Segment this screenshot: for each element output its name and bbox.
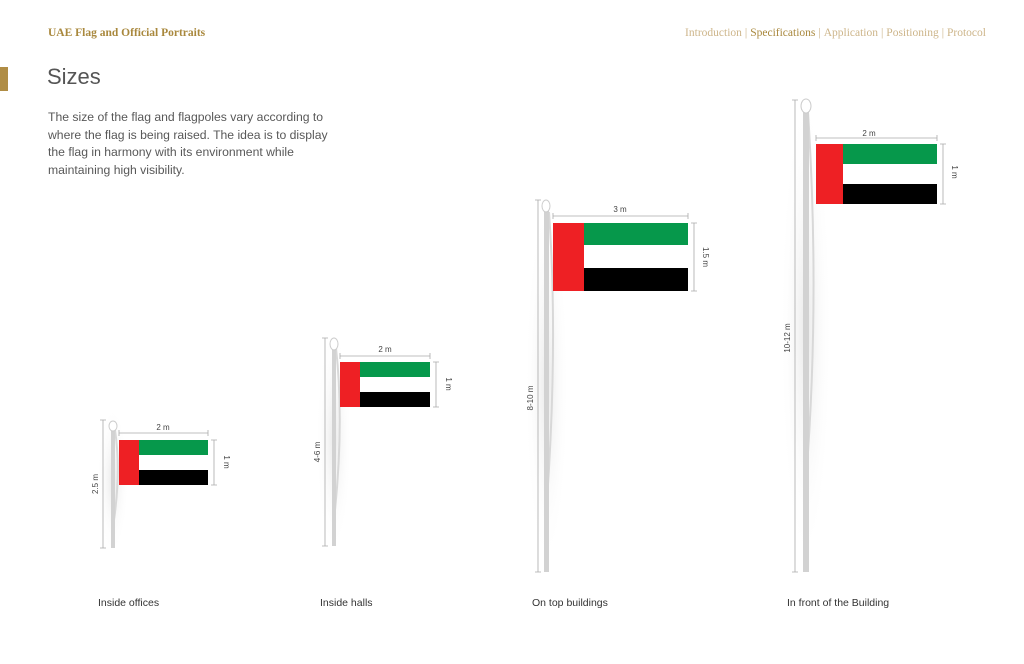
flag-width-label: 3 m — [613, 205, 627, 214]
flag-red-band — [553, 223, 584, 291]
flag-width-label: 2 m — [156, 423, 170, 432]
document-title: UAE Flag and Official Portraits — [48, 27, 206, 39]
width-dimension-line — [816, 135, 937, 141]
caption-inside-offices: Inside offices — [98, 597, 160, 609]
flag-height-label: 1 m — [444, 377, 453, 391]
nav-separator: | — [744, 27, 748, 39]
flag-height-label: 1 m — [950, 165, 959, 179]
placement-on-top-buildings — [525, 200, 710, 572]
nav-separator: | — [941, 27, 945, 39]
pole-finial — [330, 338, 338, 350]
flag-red-band — [340, 362, 360, 407]
height-dimension-line — [433, 362, 439, 407]
section-title: Sizes — [47, 64, 101, 89]
pole-finial — [542, 200, 550, 212]
caption-on-top-buildings: On top buildings — [532, 597, 608, 609]
pole-finial — [109, 421, 117, 431]
pole-height-label: 10-12 m — [783, 323, 792, 353]
uae-flag — [119, 440, 208, 485]
nav-separator: | — [818, 27, 821, 39]
flagpole — [803, 104, 809, 572]
nav-separator: | — [880, 27, 884, 39]
flagpole — [111, 428, 115, 548]
placement-inside-offices — [91, 405, 231, 555]
height-dimension-line — [691, 223, 697, 291]
flag-red-band — [119, 440, 139, 485]
nav-positioning[interactable]: Positioning — [886, 27, 939, 39]
flag-width-label: 2 m — [378, 345, 392, 354]
flagpole — [544, 206, 549, 572]
pole-height-label: 8-10 m — [526, 385, 535, 411]
caption-inside-halls: Inside halls — [320, 597, 373, 609]
intro-paragraph: The size of the flag and flagpoles vary according to where the flag is being raised. The idea is to display the flag in harmony with its environment while maintaining high visibility. — [48, 110, 328, 177]
flag-height-label: 1.5 m — [701, 246, 710, 268]
placement-inside-halls — [313, 325, 453, 555]
pole-finial — [801, 99, 811, 113]
height-dimension-line — [211, 440, 217, 485]
placement-in-front-of-building — [780, 90, 959, 572]
nav-introduction[interactable]: Introduction — [685, 27, 742, 39]
nav-application[interactable]: Application — [823, 27, 878, 39]
uae-flag — [816, 144, 937, 204]
height-dimension-line — [940, 144, 946, 204]
pole-height-label: 4-6 m — [313, 441, 322, 463]
nav-specifications[interactable]: Specifications — [750, 27, 816, 39]
pole-height-label: 2.5 m — [91, 473, 100, 495]
caption-in-front-of-building: In front of the Building — [787, 597, 890, 609]
flagpole — [332, 344, 336, 546]
uae-flag — [340, 362, 430, 407]
flag-height-label: 1 m — [222, 455, 231, 469]
flag-red-band — [816, 144, 843, 204]
uae-flag — [553, 223, 688, 291]
flag-width-label: 2 m — [862, 129, 876, 138]
nav-protocol[interactable]: Protocol — [947, 27, 986, 39]
